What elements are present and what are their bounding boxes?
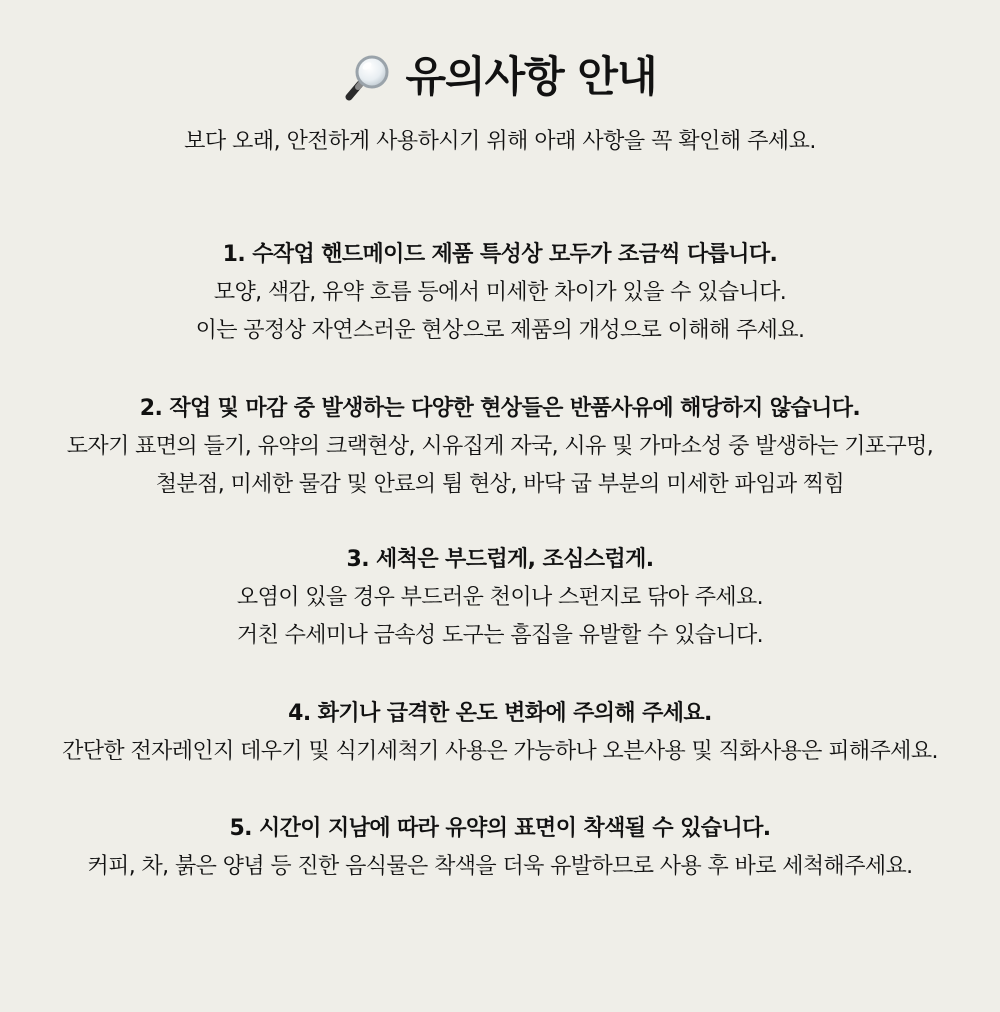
section-line: 커피, 차, 붉은 양념 등 진한 음식물은 착색을 더욱 유발하므로 사용 후 바로 세척해주세요. <box>87 854 913 879</box>
intro-text: 보다 오래, 안전하게 사용하시기 위해 아래 사항을 꼭 확인해 주세요. <box>184 129 816 154</box>
notice-section-4 <box>0 695 1000 771</box>
section-heading: 5. 시간이 지남에 따라 유약의 표면이 착색될 수 있습니다. <box>229 816 771 841</box>
section-line: 간단한 전자레인지 데우기 및 식기세척기 사용은 가능하나 오븐사용 및 직화사용은 피해주세요. <box>62 739 938 764</box>
notice-section-3 <box>0 541 1000 655</box>
notice-section-2 <box>0 390 1000 504</box>
notice-section-5 <box>0 810 1000 886</box>
section-line: 도자기 표면의 들기, 유약의 크랙현상, 시유집게 자국, 시유 및 가마소성 중 발생하는 기포구멍, <box>66 434 934 459</box>
section-heading: 4. 화기나 급격한 온도 변화에 주의해 주세요. <box>288 701 712 726</box>
title-row <box>0 44 1000 110</box>
magnifying-glass-icon <box>343 53 391 101</box>
section-line: 오염이 있을 경우 부드러운 천이나 스펀지로 닦아 주세요. <box>236 585 764 610</box>
section-heading: 1. 수작업 핸드메이드 제품 특성상 모두가 조금씩 다릅니다. <box>222 242 778 267</box>
page-title: 유의사항 안내 <box>405 52 657 101</box>
section-heading: 2. 작업 및 마감 중 발생하는 다양한 현상들은 반품사유에 해당하지 않습니다. <box>139 396 861 421</box>
section-line: 모양, 색감, 유약 흐름 등에서 미세한 차이가 있을 수 있습니다. <box>213 280 787 305</box>
section-line: 철분점, 미세한 물감 및 안료의 튐 현상, 바닥 굽 부분의 미세한 파임과 찍힘 <box>155 472 845 497</box>
section-line: 이는 공정상 자연스러운 현상으로 제품의 개성으로 이해해 주세요. <box>195 318 805 343</box>
section-line: 거친 수세미나 금속성 도구는 흠집을 유발할 수 있습니다. <box>236 623 764 648</box>
section-heading: 3. 세척은 부드럽게, 조심스럽게. <box>346 547 654 572</box>
notice-section-1 <box>0 236 1000 350</box>
